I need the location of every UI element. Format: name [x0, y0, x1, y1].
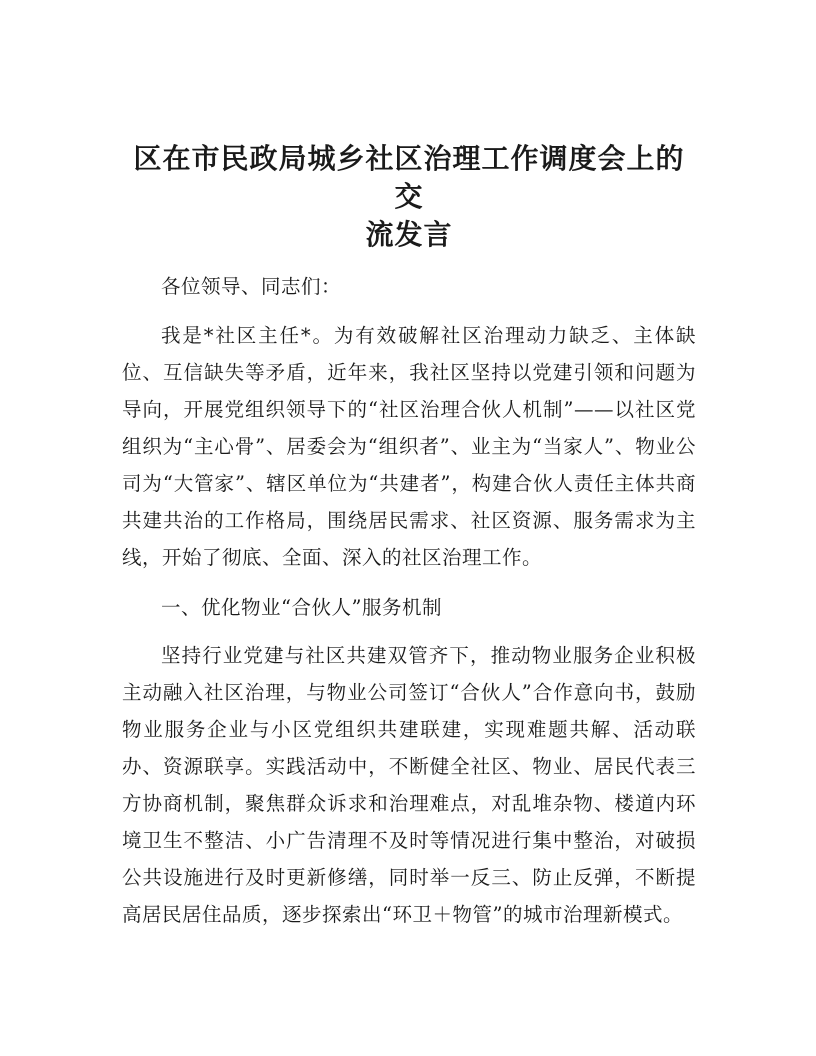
document-title: [122, 140, 696, 254]
greeting: 各位领导、同志们：: [161, 275, 342, 298]
paragraph-section-1: 坚持行业党建与社区共建双管齐下，推动物业服务企业积极主动融入社区治理，与物业公司签订“合伙人”合作意向书，鼓励物业服务企业与小区党组织共建联建，实现难题共解、活动联办、资源联享。实践活动中，不断健全社区、物业、居民代表三方协商机制，聚焦群众诉求和治理难点，对乱堆杂物、楼道内环境卫生不整洁、小广告清理不及时等情况进行集中整治，对破损公共设施进行及时更新修缮，同时举一反三、防止反弹，不断提高居民居住品质，逐步探索出“环卫＋物管”的城市治理新模式。: [122, 644, 696, 926]
document-page: [122, 140, 696, 933]
section-heading-1: 一、优化物业“合伙人”服务机制: [161, 596, 442, 619]
title-line-2: 流发言: [365, 218, 453, 251]
title-line-1: 区在市民政局城乡社区治理工作调度会上的交: [133, 142, 685, 213]
paragraph-intro: 我是*社区主任*。为有效破解社区治理动力缺乏、主体缺位、互信缺失等矛盾，近年来，我社区坚持以党建引领和问题为导向，开展党组织领导下的“社区治理合伙人机制”——以社区党组织为“主心骨”、居委会为“组织者”、业主为“当家人”、物业公司为“大管家”、辖区单位为“共建者”，构建合伙人责任主体共商共建共治的工作格局，围绕居民需求、社区资源、服务需求为主线，开始了彻底、全面、深入的社区治理工作。: [122, 324, 696, 569]
